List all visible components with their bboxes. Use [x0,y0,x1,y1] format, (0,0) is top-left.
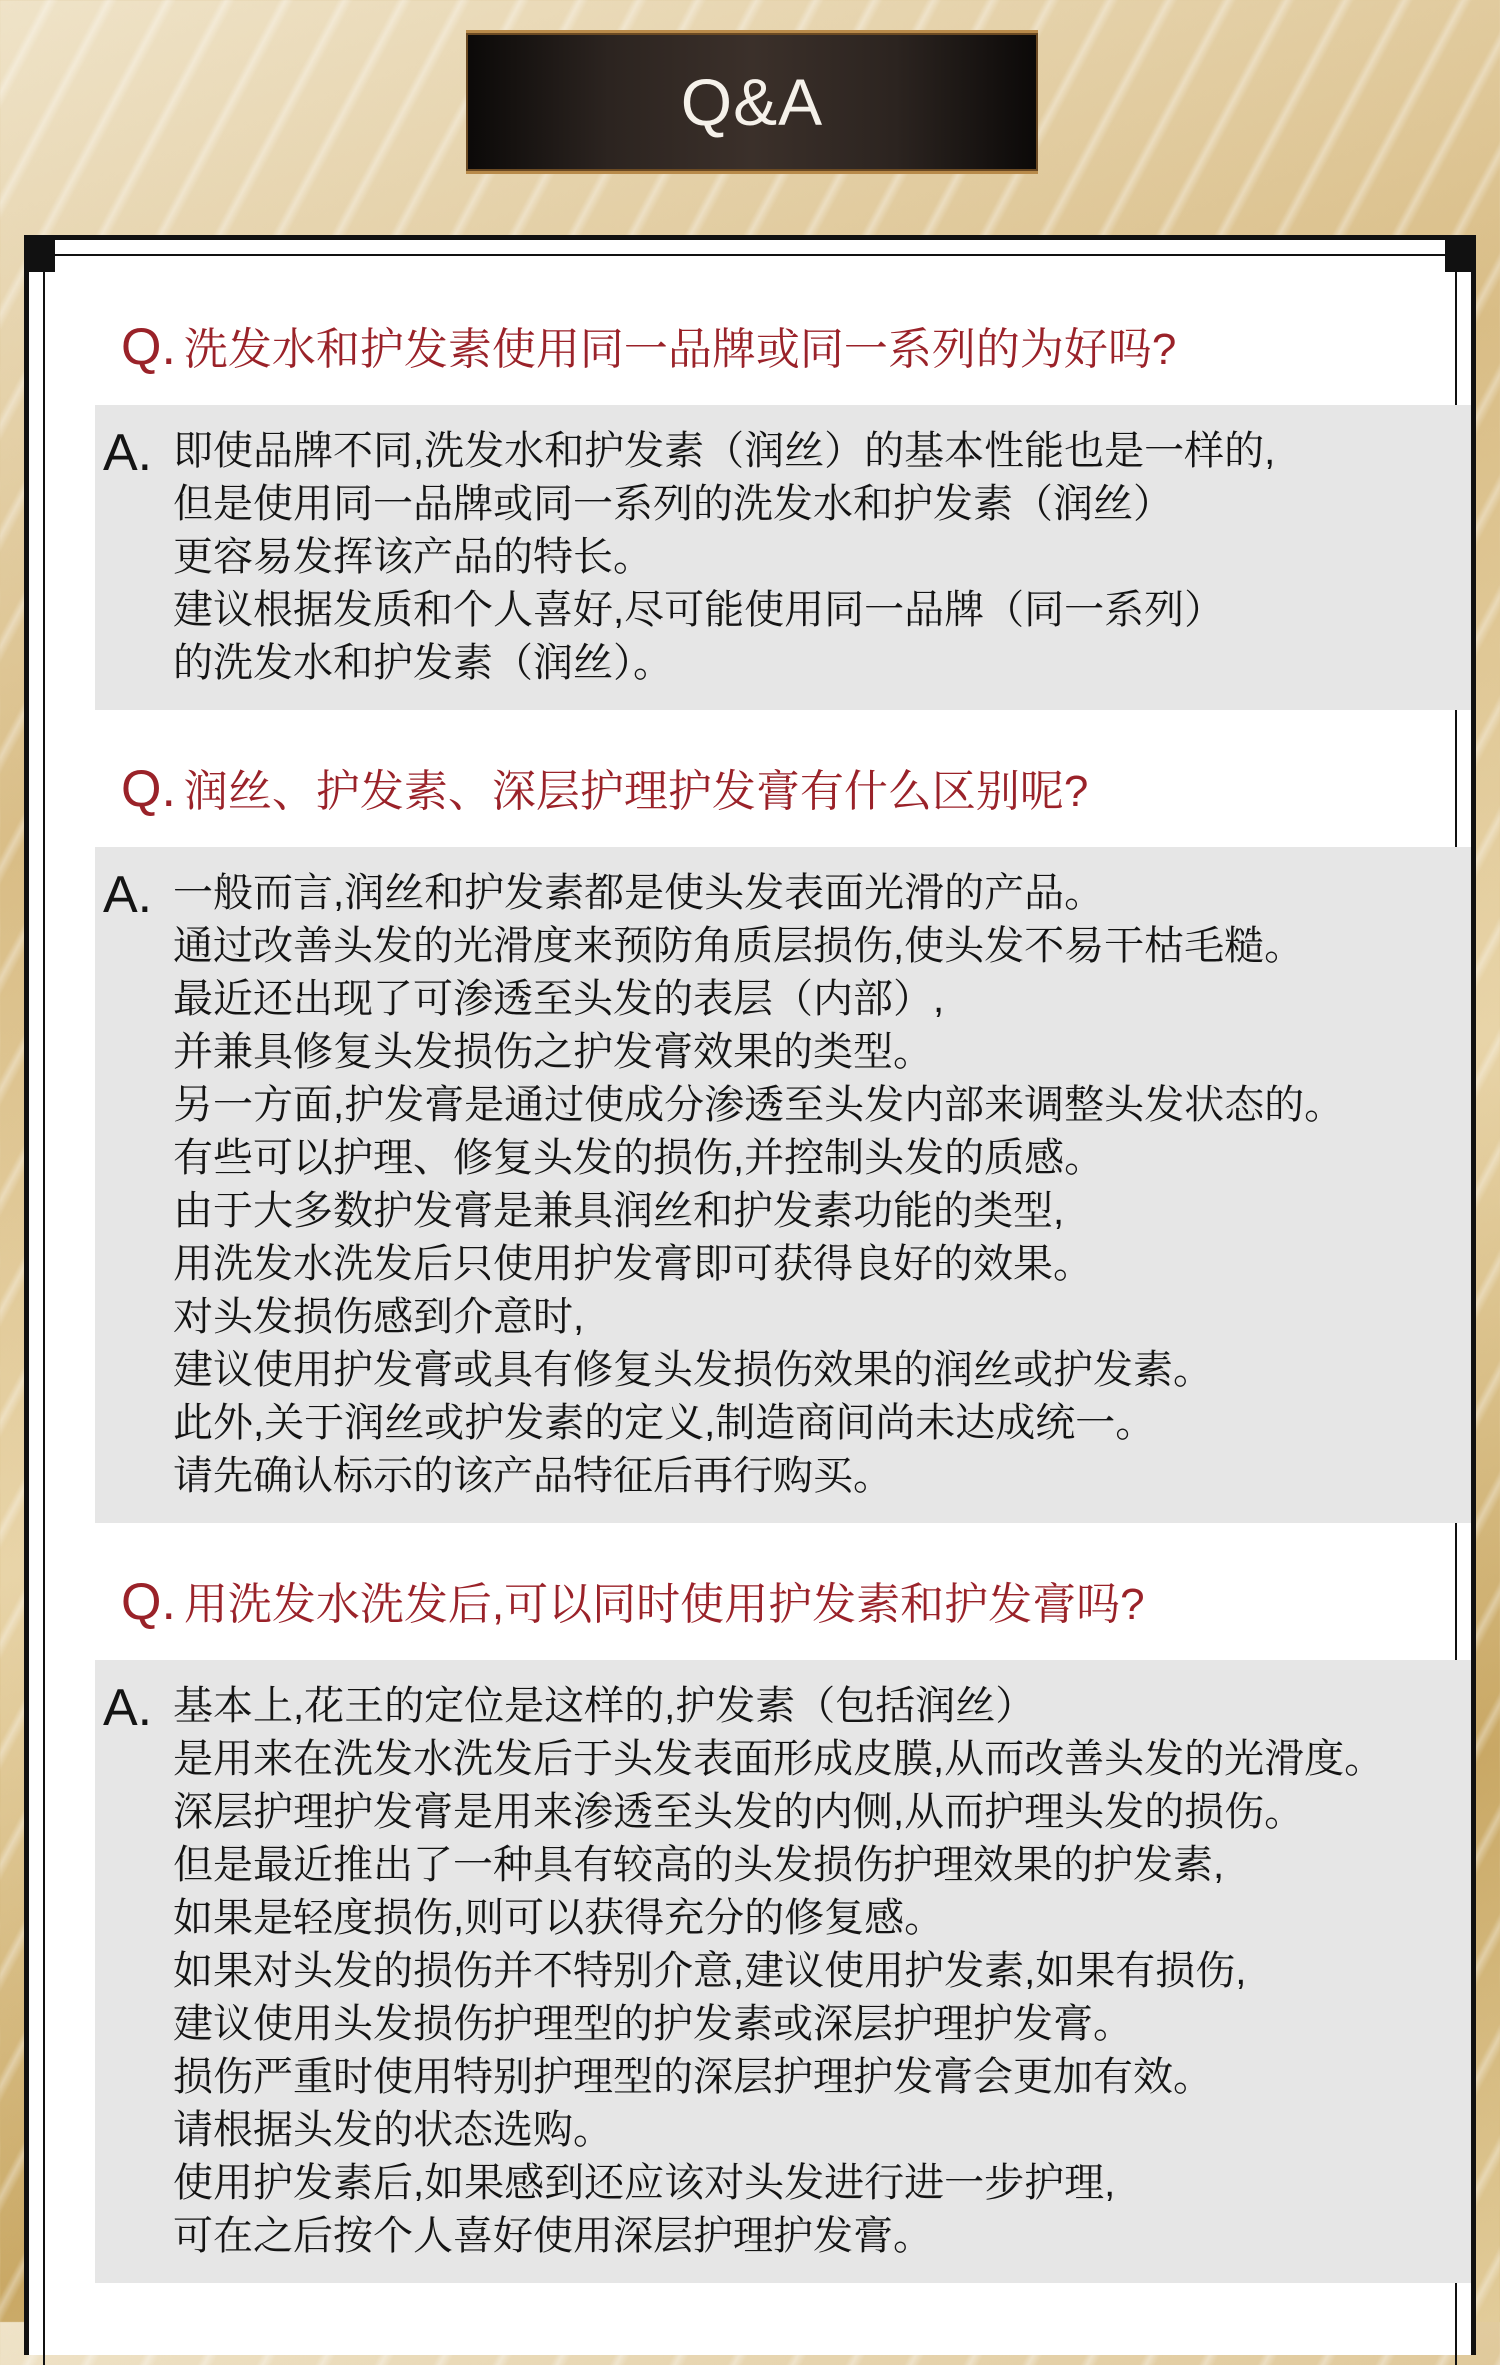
answer-line: 建议使用护发膏或具有修复头发损伤效果的润丝或护发素。 [173,1348,1213,1392]
answer-line: 通过改善头发的光滑度来预防角质层损伤,使头发不易干枯毛糙。 [173,924,1305,968]
question [121,1575,1471,1632]
question [121,762,1471,819]
answer-mark: A. [103,866,153,924]
answer-block [95,847,1471,1523]
answer-line: 深层护理护发膏是用来渗透至头发的内侧,从而护理头发的损伤。 [173,1790,1305,1834]
answer-line: 更容易发挥该产品的特长。 [173,535,653,579]
answer-block [95,1660,1471,2283]
answer-line: 是用来在洗发水洗发后于头发表面形成皮膜,从而改善头发的光滑度。 [173,1737,1385,1781]
answer-line: 用洗发水洗发后只使用护发膏即可获得良好的效果。 [173,1242,1093,1286]
answer-line: 由于大多数护发膏是兼具润丝和护发素功能的类型, [173,1189,1065,1233]
qa-item [95,1575,1471,2283]
page-title: Q&A [680,65,824,139]
answer-line: 的洗发水和护发素（润丝）。 [173,641,673,685]
answer-line: 即使品牌不同,洗发水和护发素（润丝）的基本性能也是一样的, [173,429,1276,473]
question-mark: Q. [121,1573,176,1631]
answer-line: 请先确认标示的该产品特征后再行购买。 [173,1454,893,1498]
question-text: 洗发水和护发素使用同一品牌或同一系列的为好吗? [183,325,1177,374]
qa-title-banner [466,30,1038,174]
answer-mark: A. [103,1679,153,1737]
question-mark: Q. [121,760,176,818]
answer-text [173,867,1344,1503]
answer-line: 如果对头发的损伤并不特别介意,建议使用护发素,如果有损伤, [173,1949,1247,1993]
question-mark: Q. [121,318,176,376]
answer-line: 损伤严重时使用特别护理型的深层护理护发膏会更加有效。 [173,2055,1213,2099]
answer-text [173,425,1275,690]
answer-line: 一般而言,润丝和护发素都是使头发表面光滑的产品。 [173,871,1105,915]
answer-line: 另一方面,护发膏是通过使成分渗透至头发内部来调整头发状态的。 [173,1083,1345,1127]
answer-line: 有些可以护理、修复头发的损伤,并控制头发的质感。 [173,1136,1105,1180]
answer-line: 使用护发素后,如果感到还应该对头发进行进一步护理, [173,2161,1116,2205]
answer-line: 可在之后按个人喜好使用深层护理护发膏。 [173,2214,933,2258]
answer-line: 请根据头发的状态选购。 [173,2108,613,2152]
answer-line: 基本上,花王的定位是这样的,护发素（包括润丝） [173,1684,1036,1728]
answer-line: 最近还出现了可渗透至头发的表层（内部）, [173,977,945,1021]
qa-frame [24,235,1476,2355]
question [121,320,1471,377]
qa-item [95,762,1471,1523]
answer-mark: A. [103,424,153,482]
answer-line: 建议根据发质和个人喜好,尽可能使用同一品牌（同一系列） [173,588,1225,632]
question-text: 润丝、护发素、深层护理护发膏有什么区别呢? [183,767,1089,816]
answer-line: 此外,关于润丝或护发素的定义,制造商间尚未达成统一。 [173,1401,1156,1445]
answer-line: 对头发损伤感到介意时, [173,1295,585,1339]
answer-block [95,405,1471,710]
qa-item [95,320,1471,710]
question-text: 用洗发水洗发后,可以同时使用护发素和护发膏吗? [183,1580,1145,1629]
answer-line: 但是最近推出了一种具有较高的头发损伤护理效果的护发素, [173,1843,1225,1887]
answer-line: 建议使用头发损伤护理型的护发素或深层护理护发膏。 [173,2002,1133,2046]
answer-line: 并兼具修复头发损伤之护发膏效果的类型。 [173,1030,933,1074]
qa-list [95,320,1471,2335]
answer-line: 但是使用同一品牌或同一系列的洗发水和护发素（润丝） [173,482,1173,526]
answer-line: 如果是轻度损伤,则可以获得充分的修复感。 [173,1896,945,1940]
answer-text [173,1680,1384,2263]
